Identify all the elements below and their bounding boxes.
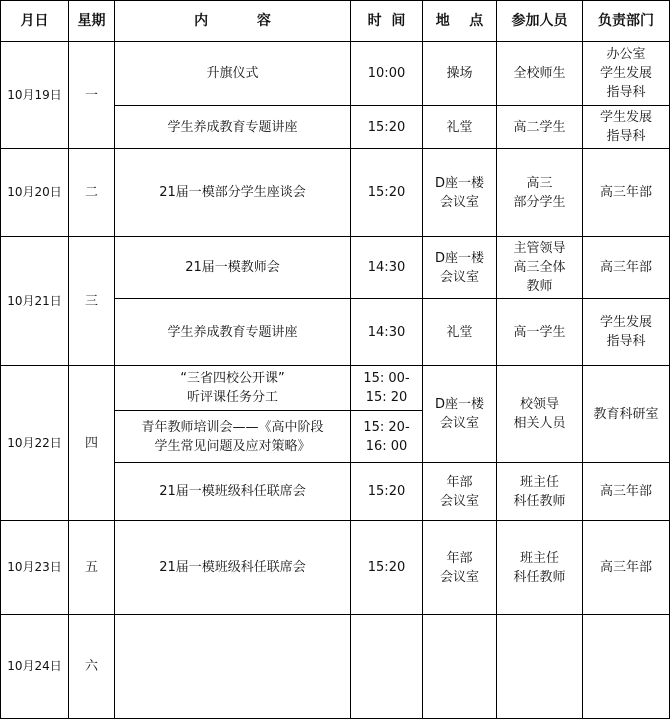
header-weekday: 星期	[69, 1, 115, 42]
content-cell: 21届一模班级科任联席会	[115, 521, 351, 615]
place-cell: 操场	[423, 42, 497, 106]
date-cell: 10月21日	[1, 237, 69, 366]
attendees-cell: 高一学生	[497, 299, 583, 366]
attendees-cell: 校领导 相关人员	[497, 366, 583, 463]
weekday-cell: 一	[69, 42, 115, 149]
place-cell: 礼堂	[423, 106, 497, 149]
content-cell: 21届一模部分学生座谈会	[115, 149, 351, 237]
place-cell: D座一楼 会议室	[423, 237, 497, 299]
header-date: 月日	[1, 1, 69, 42]
attendees-cell: 高二学生	[497, 106, 583, 149]
place-cell: D座一楼 会议室	[423, 366, 497, 463]
time-cell: 15: 20- 16: 00	[351, 411, 423, 463]
header-attendees: 参加人员	[497, 1, 583, 42]
time-cell: 15:20	[351, 149, 423, 237]
attendees-cell	[497, 615, 583, 719]
content-cell: “三省四校公开课” 听评课任务分工	[115, 366, 351, 411]
dept-cell: 高三年部	[583, 463, 670, 521]
weekday-cell: 四	[69, 366, 115, 521]
weekday-cell: 三	[69, 237, 115, 366]
time-cell	[351, 615, 423, 719]
time-cell: 15:20	[351, 463, 423, 521]
dept-cell: 学生发展 指导科	[583, 106, 670, 149]
table-row	[1, 237, 670, 299]
time-cell: 14:30	[351, 237, 423, 299]
time-cell: 14:30	[351, 299, 423, 366]
date-cell: 10月22日	[1, 366, 69, 521]
table-row	[1, 366, 670, 411]
attendees-cell: 全校师生	[497, 42, 583, 106]
dept-cell: 高三年部	[583, 521, 670, 615]
content-cell: 青年教师培训会——《高中阶段 学生常见问题及应对策略》	[115, 411, 351, 463]
table-row	[1, 149, 670, 237]
attendees-cell: 班主任 科任教师	[497, 463, 583, 521]
table-row	[1, 42, 670, 106]
table-row	[1, 615, 670, 719]
date-cell: 10月19日	[1, 42, 69, 149]
attendees-cell: 高三 部分学生	[497, 149, 583, 237]
dept-cell: 高三年部	[583, 237, 670, 299]
content-cell: 学生养成教育专题讲座	[115, 299, 351, 366]
header-row	[1, 1, 670, 42]
content-cell: 21届一模教师会	[115, 237, 351, 299]
time-cell: 15:20	[351, 106, 423, 149]
header-time: 时 间	[351, 1, 423, 42]
date-cell: 10月23日	[1, 521, 69, 615]
content-cell: 21届一模班级科任联席会	[115, 463, 351, 521]
place-cell: 礼堂	[423, 299, 497, 366]
header-content: 内 容	[115, 1, 351, 42]
content-cell: 学生养成教育专题讲座	[115, 106, 351, 149]
date-cell: 10月20日	[1, 149, 69, 237]
header-dept: 负责部门	[583, 1, 670, 42]
dept-cell: 教育科研室	[583, 366, 670, 463]
place-cell: 年部 会议室	[423, 521, 497, 615]
header-place: 地 点	[423, 1, 497, 42]
table-row	[1, 521, 670, 615]
time-cell: 15:20	[351, 521, 423, 615]
content-cell	[115, 615, 351, 719]
dept-cell: 学生发展 指导科	[583, 299, 670, 366]
content-cell: 升旗仪式	[115, 42, 351, 106]
time-cell: 10:00	[351, 42, 423, 106]
place-cell: D座一楼 会议室	[423, 149, 497, 237]
attendees-cell: 班主任 科任教师	[497, 521, 583, 615]
weekday-cell: 二	[69, 149, 115, 237]
dept-cell	[583, 615, 670, 719]
attendees-cell: 主管领导 高三全体 教师	[497, 237, 583, 299]
dept-cell: 办公室 学生发展 指导科	[583, 42, 670, 106]
weekday-cell: 六	[69, 615, 115, 719]
place-cell	[423, 615, 497, 719]
date-cell: 10月24日	[1, 615, 69, 719]
weekday-cell: 五	[69, 521, 115, 615]
place-cell: 年部 会议室	[423, 463, 497, 521]
dept-cell: 高三年部	[583, 149, 670, 237]
time-cell: 15: 00- 15: 20	[351, 366, 423, 411]
